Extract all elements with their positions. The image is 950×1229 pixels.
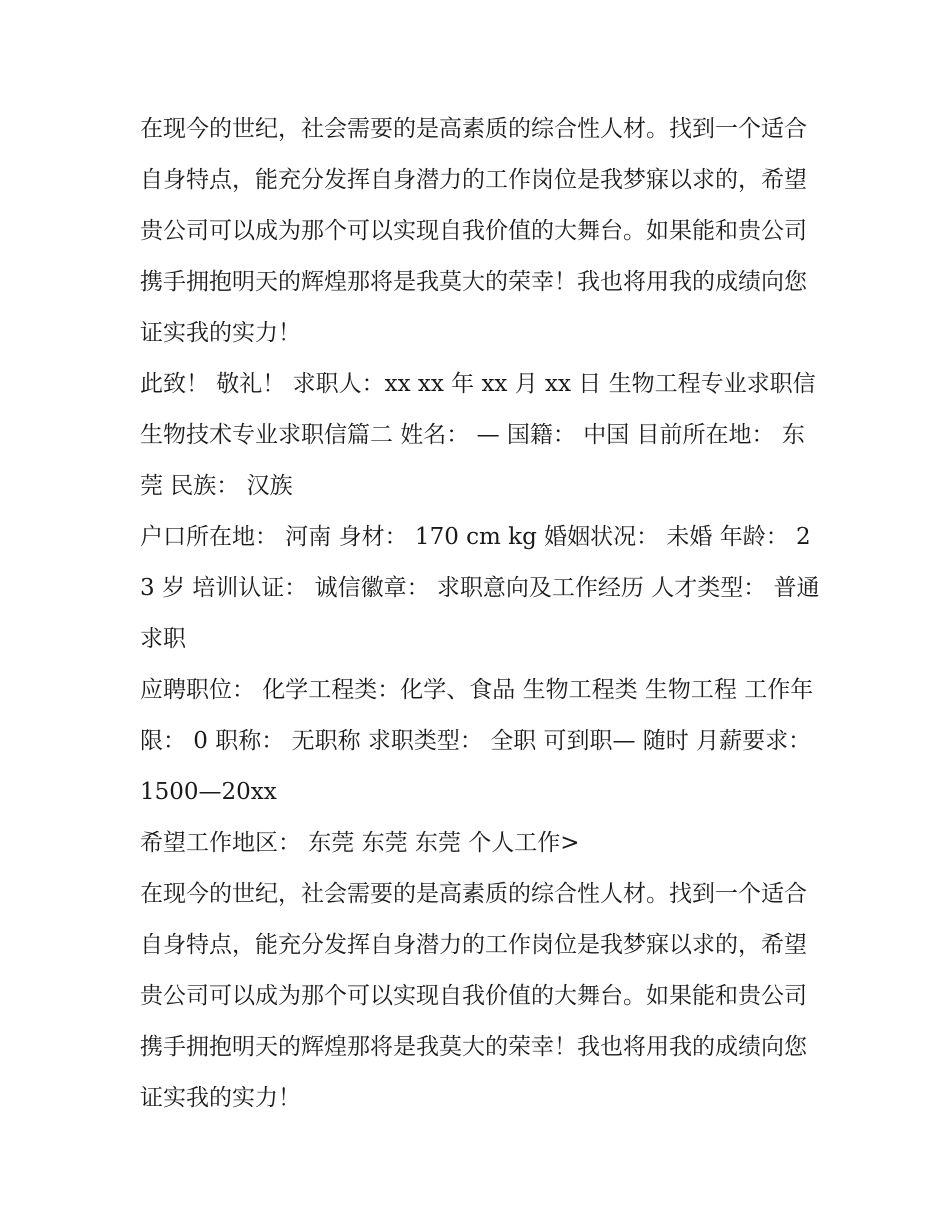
paragraph-household-info: 户口所在地： 河南 身材： 170 cm kg 婚姻状况： 未婚 年龄： 23 岁 培训认证： 诚信徽章： 求职意向及工作经历 人才类型： 普通求职 (140, 524, 820, 652)
paragraph-intro-repeat: 在现今的世纪，社会需要的是高素质的综合性人材。找到一个适合自身特点，能充分发挥自身潜力的工作岗位是我梦寐以求的，希望贵公司可以成为那个可以实现自我价值的大舞台。如果能和贵公司携手拥抱明天的辉煌那将是我莫大的荣幸！我也将用我的成绩向您证实我的实力！ (140, 881, 807, 1111)
paragraph-job-position: 应聘职位： 化学工程类：化学、食品 生物工程类 生物工程 工作年限： 0 职称： 无职称 求职类型： 全职 可到职— 随时 月薪要求： 1500—20xx (140, 677, 814, 805)
paragraph-intro: 在现今的世纪，社会需要的是高素质的综合性人材。找到一个适合自身特点，能充分发挥自身潜力的工作岗位是我梦寐以求的，希望贵公司可以成为那个可以实现自我价值的大舞台。如果能和贵公司携手拥抱明天的辉煌那将是我莫大的荣幸！我也将用我的成绩向您证实我的实力！ (140, 116, 807, 346)
paragraph-closing-personal-info: 此致！ 敬礼！ 求职人：xx xx 年 xx 月 xx 日 生物工程专业求职信 生物技术专业求职信篇二 姓名： — 国籍： 中国 目前所在地： 东莞 民族： 汉族 (140, 371, 816, 499)
document-body (140, 104, 820, 1124)
paragraph-work-region: 希望工作地区： 东莞 东莞 东莞 个人工作> (140, 830, 580, 856)
